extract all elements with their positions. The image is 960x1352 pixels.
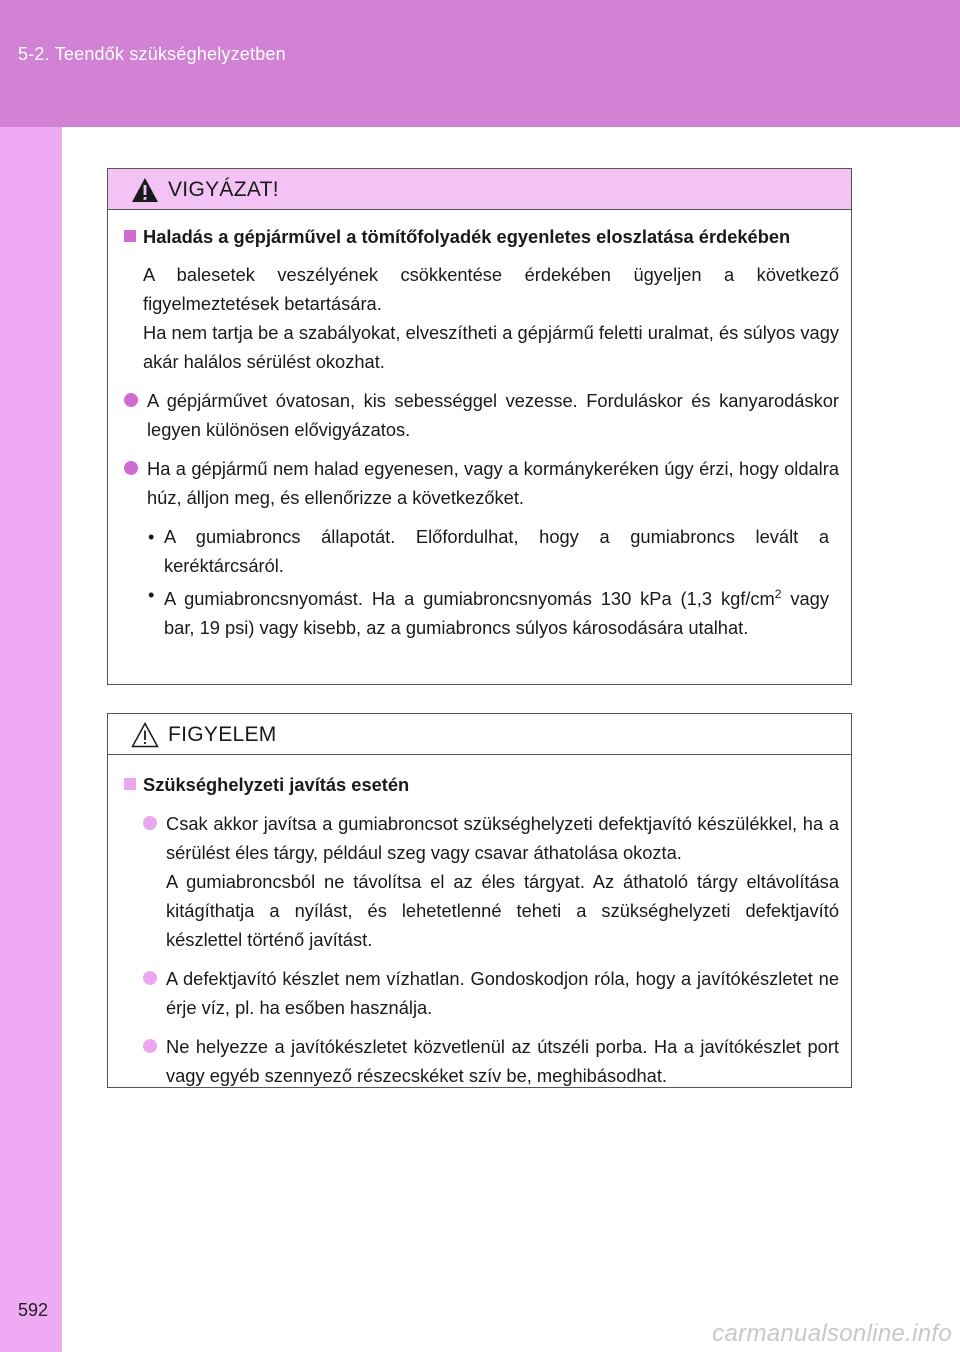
watermark-text: carmanualsonline.info [712, 1320, 952, 1347]
caution-sub-list [120, 522, 839, 642]
notice-bullet [120, 964, 839, 1022]
notice-bullet-text: Ne helyezze a javítókészletet közvetlenül az útszéli porba. Ha a javítókészlet port vagy egyéb szennyező részecskéket szív be, meghibásodhat. [166, 1036, 839, 1086]
page-number: 592 [18, 1300, 49, 1320]
caution-sub-item-text: vagy bar, 19 psi) vagy kisebb, az a gumiabroncs súlyos károsodására utalhat. [164, 588, 829, 639]
caution-paragraph: A balesetek veszélyének csökkentése érdekében ügyeljen a következő figyelmeztetések betartására. [143, 264, 839, 314]
caution-section-title-text: Haladás a gépjárművel a tömítőfolyadék egyenletes eloszlatása érdekében [143, 226, 791, 247]
caution-bullet [120, 386, 839, 444]
dot-bullet: • [148, 526, 155, 547]
caution-sub-item [120, 522, 839, 580]
notice-header [108, 714, 851, 755]
caution-sub-item-text: A gumiabroncs állapotát. Előfordulhat, hogy a gumiabroncs levált a keréktárcsáról. [164, 526, 829, 576]
notice-bullet [120, 1032, 839, 1090]
circle-bullet-icon [143, 1039, 157, 1053]
caution-label: VIGYÁZAT! [168, 178, 279, 201]
caution-section-title [120, 222, 839, 251]
caution-box [107, 168, 852, 685]
warning-triangle-filled-icon [131, 177, 159, 203]
caution-header [108, 169, 851, 210]
chapter-title: 5-2. Teendők szükséghelyzetben [18, 44, 286, 64]
caution-bullet-text: Ha a gépjármű nem halad egyenesen, vagy a kormánykeréken úgy érzi, hogy oldalra húz, álljon meg, és ellenőrizze a következőket. [147, 458, 839, 508]
notice-label: FIGYELEM [168, 723, 277, 746]
caution-paragraph: Ha nem tartja be a szabályokat, elveszítheti a gépjármű feletti uralmat, és súlyos vagy akár halálos sérülést okozhat. [143, 322, 839, 372]
left-margin-band [0, 0, 62, 1352]
caution-body [108, 210, 851, 642]
circle-bullet-icon [124, 461, 138, 475]
caution-bullet [120, 454, 839, 512]
notice-section-title [120, 770, 839, 799]
square-bullet-icon [124, 230, 136, 242]
caution-sub-item-text: A gumiabroncsnyomást. Ha a gumiabroncsnyomás 130 kPa (1,3 kgf/cm [164, 588, 775, 610]
circle-bullet-icon [124, 393, 138, 407]
notice-body [108, 755, 851, 1090]
notice-bullet-text: Csak akkor javítsa a gumiabroncsot szükséghelyzeti defektjavító készülékkel, ha a sérülést éles tárgy, például szeg vagy csavar áthatolása okozta. [166, 813, 839, 863]
square-bullet-icon [124, 778, 136, 790]
dot-bullet: • [148, 584, 155, 605]
caution-bullet-text: A gépjárművet óvatosan, kis sebességgel vezesse. Forduláskor és kanyarodáskor legyen különösen elővigyázatos. [147, 390, 839, 440]
notice-box [107, 713, 852, 1088]
circle-bullet-icon [143, 971, 157, 985]
warning-triangle-outline-icon [131, 722, 159, 748]
notice-bullet-text: A gumiabroncsból ne távolítsa el az éles tárgyat. Az áthatoló tárgy eltávolítása kitágíthatja a nyílást, és lehetetlenné teheti a szükséghelyzeti defektjavító készlettel történő javítást. [166, 871, 839, 950]
notice-bullet-text: A defektjavító készlet nem vízhatlan. Gondoskodjon róla, hogy a javítókészletet ne érje víz, pl. ha esőben használja. [166, 968, 839, 1018]
notice-section-title-text: Szükséghelyzeti javítás esetén [143, 774, 410, 795]
notice-bullet [120, 809, 839, 954]
superscript-two: 2 [774, 587, 782, 601]
caution-sub-item [120, 580, 839, 642]
page-header [0, 0, 960, 127]
circle-bullet-icon [143, 816, 157, 830]
